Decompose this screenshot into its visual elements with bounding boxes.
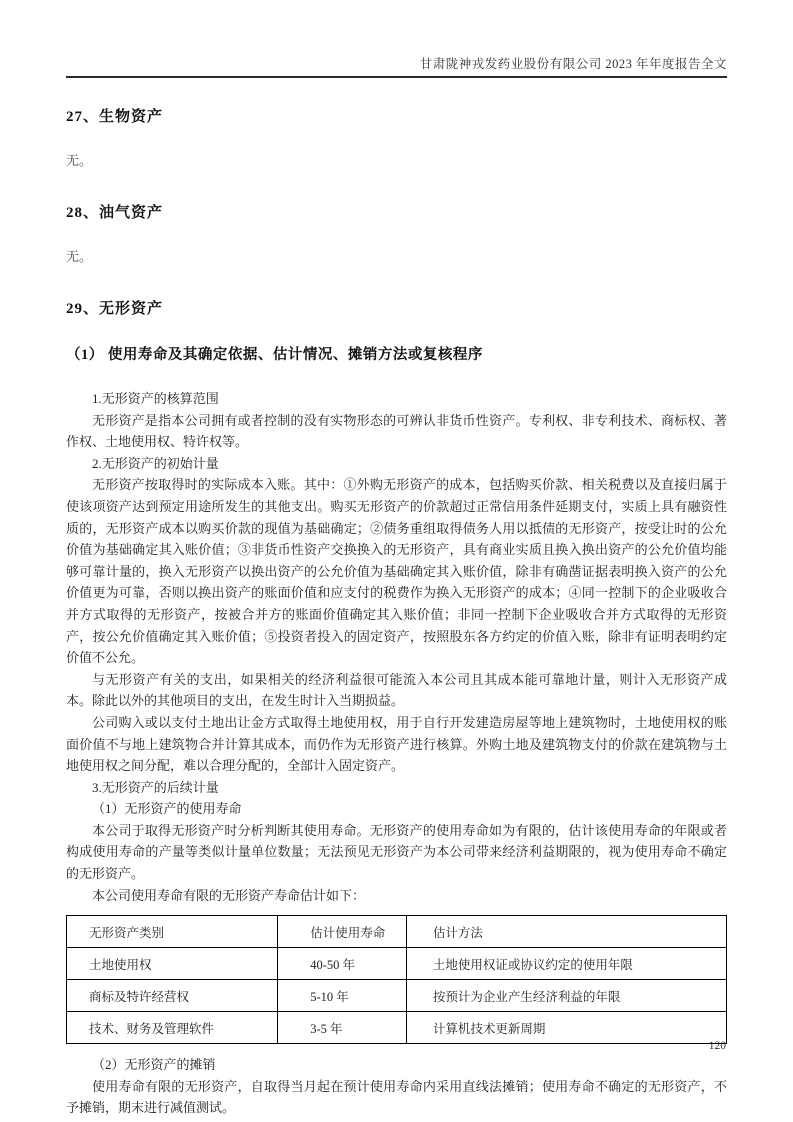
table-cell: 土地使用权	[67, 948, 278, 980]
paragraph: （1）无形资产的使用寿命	[92, 801, 242, 817]
table-row	[67, 1012, 727, 1044]
paragraph: 本公司使用寿命有限的无形资产寿命估计如下：	[92, 887, 366, 903]
table-cell: 技术、财务及管理软件	[67, 1012, 278, 1044]
table-cell: 商标及特许经营权	[67, 980, 278, 1012]
table-row	[67, 980, 727, 1012]
paragraph: 3.无形资产的后续计量	[92, 779, 219, 795]
section-body-27: 无。	[66, 153, 93, 168]
table-cell: 40-50 年	[278, 948, 407, 980]
section-heading-29: 29、无形资产	[66, 301, 164, 317]
paragraph: （2）无形资产的摊销	[92, 1057, 216, 1073]
useful-life-table	[66, 915, 727, 1044]
section-heading-27: 27、生物资产	[66, 109, 164, 125]
table-cell: 计算机技术更新周期	[406, 1012, 726, 1044]
table-cell: 3-5 年	[278, 1012, 407, 1044]
paragraph: 与无形资产有关的支出，如果相关的经济利益很可能流入本公司且其成本能可靠地计量，则计入无形资产成本。除此以外的其他项目的支出，在发生时计入当期损益。	[66, 671, 727, 709]
table-cell: 土地使用权证或协议约定的使用年限	[406, 948, 726, 980]
paragraph: 1.无形资产的核算范围	[92, 391, 219, 406]
paragraph: 无形资产是指本公司拥有或者控制的没有实物形态的可辨认非货币性资产。专利权、非专利技术、商标权、著作权、土地使用权、特许权等。	[66, 412, 727, 450]
section-heading-28: 28、油气资产	[66, 205, 164, 221]
paragraph: 使用寿命有限的无形资产，自取得当月起在预计使用寿命内采用直线法摊销；使用寿命不确定的无形资产，不予摊销，期末进行减值测试。	[66, 1078, 727, 1116]
table-header-cell: 无形资产类别	[67, 916, 278, 948]
table-cell: 5-10 年	[278, 980, 407, 1012]
paragraph: 无形资产按取得时的实际成本入账。其中：①外购无形资产的成本，包括购买价款、相关税费以及直接归属于使该项资产达到预定用途所发生的其他支出。购买无形资产的价款超过正常信用条件延期支付，实质上具有融资性质的，无形资产成本以购买价款的现值为基础确定；②债务重组取得债务人用以抵债的无形资产，按受让时的公允价值为基础确定其入账价值；③非货币性资产交换换入的无形资产，具有商业实质且换入换出资产的公允价值均能够可靠计量的，换入无形资产以换出资产的公允价值为基础确定其入账价值，除非有确凿证据表明换入资产的公允价值更为可靠，否则以换出资产的账面价值和应支付的税费作为换入无形资产的成本；④同一控制下的企业吸收合并方式取得的无形资产，按被合并方的账面价值确定其入账价值；非同一控制下企业吸收合并方式取得的无形资产，按公允价值确定其入账价值；⑤投资者投入的固定资产，按照股东各方约定的价值入账，除非有证明表明约定价值不公允。	[66, 477, 727, 666]
table-cell: 按预计为企业产生经济利益的年限	[406, 980, 726, 1012]
page-number: 120	[708, 1040, 726, 1052]
section-body-28: 无。	[66, 249, 93, 264]
table-header-cell: 估计使用寿命	[278, 916, 407, 948]
paragraph: 公司购入或以支付土地出让金方式取得土地使用权，用于自行开发建造房屋等地上建筑物时，土地使用权的账面价值不与地上建筑物合并计算其成本，而仍作为无形资产进行核算。外购土地及建筑物支付的价款在建筑物与土地使用权之间分配，难以合理分配的，全部计入固定资产。	[66, 714, 727, 774]
table-row	[67, 948, 727, 980]
page-header	[66, 0, 727, 78]
paragraph: 2.无形资产的初始计量	[92, 455, 219, 471]
report-title: 甘肃陇神戎发药业股份有限公司 2023 年年度报告全文	[419, 57, 727, 71]
subsection-heading: （1） 使用寿命及其确定依据、估计情况、摊销方法或复核程序	[66, 347, 483, 363]
paragraph: 本公司于取得无形资产时分析判断其使用寿命。无形资产的使用寿命如为有限的，估计该使用寿命的年限或者构成使用寿命的产量等类似计量单位数量；无法预见无形资产为本公司带来经济利益期限的，视为使用寿命不确定的无形资产。	[66, 822, 727, 882]
table-header-cell: 估计方法	[406, 916, 726, 948]
table-header-row	[67, 916, 727, 948]
